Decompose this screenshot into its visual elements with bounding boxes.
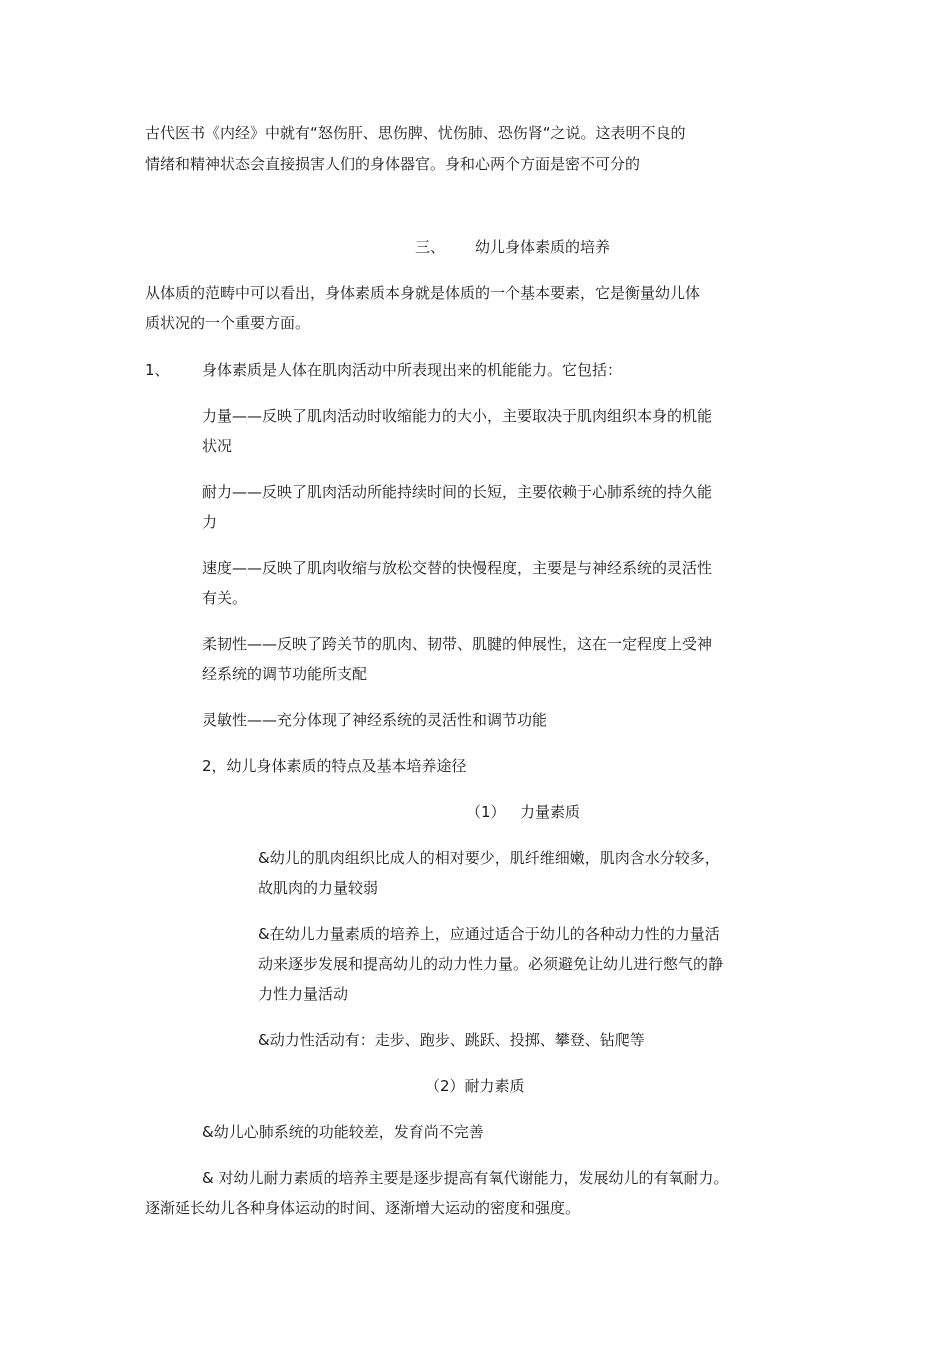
strength-bullet-2-line-3: 力性力量活动: [258, 985, 349, 1003]
intro-line-1: 古代医书《内经》中就有“怒伤肝、思伤脾、忧伤肺、恐伤肾“之说。这表明不良的: [145, 124, 686, 142]
flexibility-definition-line-2: 经系统的调节功能所支配: [202, 665, 368, 683]
endurance-definition-line-1: 耐力——反映了肌肉活动所能持续时间的长短，主要依赖于心肺系统的持久能: [202, 483, 713, 501]
section-paragraph-line-2: 质状况的一个重要方面。: [145, 314, 311, 332]
endurance-bullet-2-line-1: & 对幼儿耐力素质的培养主要是逐步提高有氧代谢能力，发展幼儿的有氧耐力。: [202, 1169, 729, 1187]
strength-bullet-2-line-1: &在幼儿力量素质的培养上，应通过适合于幼儿的各种动力性的力量活: [258, 925, 720, 943]
strength-bullet-1-line-2: 故肌肉的力量较弱: [258, 879, 379, 897]
speed-definition-line-2: 有关。: [202, 589, 248, 607]
endurance-section-heading: （2）耐力素质: [425, 1077, 525, 1095]
strength-bullet-2-line-2: 动来逐步发展和提高幼儿的动力性力量。必须避免让幼儿进行憋气的静: [258, 955, 724, 973]
strength-bullet-1-line-1: &幼儿的肌肉组织比成人的相对要少，肌纤维细嫩，肌肉含水分较多，: [258, 849, 720, 867]
strength-section-number: （1）: [466, 803, 506, 821]
section-title: 幼儿身体素质的培养: [475, 238, 611, 256]
strength-definition-line-1: 力量——反映了肌肉活动时收缩能力的大小，主要取决于肌肉组织本身的机能: [202, 407, 713, 425]
endurance-definition-line-2: 力: [202, 513, 218, 531]
endurance-bullet-2-line-2: 逐渐延长幼儿各种身体运动的时间、逐渐增大运动的密度和强度。: [145, 1199, 581, 1217]
item-2-heading: 2，幼儿身体素质的特点及基本培养途径: [202, 757, 467, 775]
agility-definition: 灵敏性——充分体现了神经系统的灵活性和调节功能: [202, 711, 548, 729]
strength-definition-line-2: 状况: [202, 437, 233, 455]
intro-line-2: 情绪和精神状态会直接损害人们的身体器官。身和心两个方面是密不可分的: [145, 155, 641, 173]
flexibility-definition-line-1: 柔韧性——反映了跨关节的肌肉、韧带、肌腱的伸展性，这在一定程度上受神: [202, 635, 713, 653]
section-paragraph-line-1: 从体质的范畴中可以看出，身体素质本身就是体质的一个基本要素，它是衡量幼儿体: [145, 284, 701, 302]
item-1-text: 身体素质是人体在肌肉活动中所表现出来的机能能力。它包括：: [202, 361, 623, 379]
strength-section-title: 力量素质: [520, 803, 581, 821]
endurance-bullet-1: &幼儿心肺系统的功能较差，发育尚不完善: [202, 1123, 484, 1141]
speed-definition-line-1: 速度——反映了肌肉收缩与放松交替的快慢程度，主要是与神经系统的灵活性: [202, 559, 713, 577]
item-1-number: 1、: [145, 361, 170, 379]
section-number: 三、: [415, 238, 446, 256]
strength-bullet-3: &动力性活动有：走步、跑步、跳跃、投掷、攀登、钻爬等: [258, 1031, 645, 1049]
